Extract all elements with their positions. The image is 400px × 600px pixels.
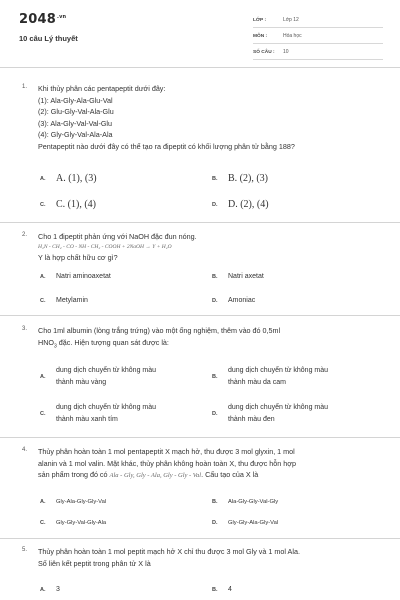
question-line: Cho 1 đipeptit phản ứng với NaOH đặc đun nóng. <box>38 232 197 241</box>
option-text: Gly-Gly-Ala-Gly-Val <box>228 520 279 526</box>
question-line: Thủy phân hoàn toàn 1 mol peptit mạch hở X chỉ thu được 3 mol Gly và 1 mol Ala. <box>38 547 300 556</box>
option-letter: B. <box>212 374 218 380</box>
question-line: Thủy phân hoàn toàn 1 mol pentapeptit X mạch hở, thu được 3 mol glyxin, 1 mol <box>38 447 295 456</box>
question-line: (1): Ala-Gly-Ala-Glu-Val <box>38 95 113 105</box>
option-text-line: dung dịch chuyển từ không màu <box>56 367 157 374</box>
question-number: 3. <box>22 326 28 332</box>
question-separator <box>0 222 400 223</box>
question-line: Số liên kết peptit trong phân tử X là <box>38 558 151 568</box>
option-text-line: dung dịch chuyển từ không màu <box>228 367 329 374</box>
option-letter: C. <box>40 411 46 417</box>
option-c[interactable] <box>40 520 106 526</box>
header-divider <box>0 67 400 68</box>
question-line: (2): Glu-Gly-Val-Ala-Glu <box>38 107 114 116</box>
option-text: Natri axetat <box>228 273 264 280</box>
option-letter: A. <box>40 499 46 505</box>
question-text-part: . Cấu tạo của X là <box>201 470 259 479</box>
question-separator <box>0 437 400 438</box>
option-b[interactable] <box>212 586 232 593</box>
option-b[interactable] <box>212 273 264 280</box>
question-line: (3): Ala-Gly-Val-Val-Glu <box>38 118 113 128</box>
question-line <box>38 469 380 482</box>
question-text <box>38 83 380 152</box>
reaction-formula: H₂N - CH₂ - CO - NH - CH₂ - COOH + 2NaOH → Y + H₂O <box>38 243 172 250</box>
question-line: Y là hợp chất hữu cơ gì? <box>38 252 118 262</box>
option-a[interactable] <box>40 499 106 505</box>
meta-row-class <box>253 13 383 28</box>
option-text-line: thành màu da cam <box>228 378 286 386</box>
option-letter: D. <box>212 297 218 304</box>
option-letter: A. <box>40 374 46 380</box>
quiz-title: 10 câu Lý thuyết <box>19 34 78 43</box>
option-b[interactable] <box>212 365 328 388</box>
option-text-line: thành màu vàng <box>56 378 107 386</box>
formula-text: HNO <box>38 337 54 347</box>
option-b[interactable] <box>212 173 268 184</box>
option-letter: D. <box>212 520 218 526</box>
question-line: (4): Gly-Gly-Val-Ala-Ala <box>38 130 113 139</box>
option-text: 3 <box>56 586 60 593</box>
option-text: Gly-Gly-Val-Gly-Ala <box>56 520 107 526</box>
option-a[interactable] <box>40 273 111 280</box>
meta-label: LỚP : <box>253 17 267 23</box>
option-text-line: thành màu xanh tím <box>56 415 118 423</box>
meta-row-count <box>253 45 383 60</box>
meta-label: MÔN : <box>253 33 268 39</box>
option-letter: C. <box>40 297 46 304</box>
option-c[interactable] <box>40 199 96 210</box>
option-a[interactable] <box>40 586 60 593</box>
logo-suffix: .vn <box>56 13 67 20</box>
question-text-part: đặc. Hiện tượng quan sát được là: <box>56 337 169 347</box>
option-text: C. (1), (4) <box>56 199 96 210</box>
option-d[interactable] <box>212 297 255 304</box>
option-d[interactable] <box>212 402 328 425</box>
meta-label: SỐ CÂU : <box>253 49 275 55</box>
option-letter: A. <box>40 273 46 280</box>
option-text-line: dung dịch chuyển từ không màu <box>56 404 157 411</box>
question-text <box>38 325 380 352</box>
option-b[interactable] <box>212 499 278 505</box>
question-line: alanin và 1 mol valin. Mặt khác, thủy phân không hoàn toàn X, thu được hỗn hợp <box>38 458 296 468</box>
question-number: 1. <box>22 84 28 90</box>
question-line: Pentapeptit nào dưới đây có thể tạo ra đipeptit có khối lượng phân tử bằng 188? <box>38 141 295 151</box>
option-letter: C. <box>40 520 46 526</box>
option-a[interactable] <box>40 173 97 184</box>
option-c[interactable] <box>40 297 88 304</box>
option-text: Metylamin <box>56 297 88 304</box>
option-text: D. (2), (4) <box>228 199 269 210</box>
question-number: 5. <box>22 547 28 553</box>
question-line: Khi thủy phân các pentapeptit dưới đây: <box>38 84 166 93</box>
logo-text: 2048 <box>19 12 56 27</box>
question-separator <box>0 538 400 539</box>
option-text: Natri aminoaxetat <box>56 273 111 280</box>
option-letter: A. <box>40 586 46 593</box>
question-line <box>38 337 380 353</box>
option-text: Amoniac <box>228 297 256 304</box>
option-text: Ala-Gly-Gly-Val-Gly <box>228 499 279 505</box>
option-text: 4 <box>228 586 232 593</box>
option-text-line: dung dịch chuyển từ không màu <box>228 404 329 411</box>
option-a[interactable] <box>40 365 156 388</box>
question-text-part: sản phẩm trong đó có <box>38 470 110 479</box>
option-letter: B. <box>212 273 218 280</box>
meta-row-subject <box>253 29 383 44</box>
option-letter: C. <box>40 201 46 208</box>
option-letter: B. <box>212 586 218 593</box>
meta-value: Lớp 12 <box>283 17 299 23</box>
option-letter: B. <box>212 499 218 505</box>
question-text <box>38 231 380 263</box>
option-text: B. (2), (3) <box>228 173 268 184</box>
quiz-meta <box>253 13 383 61</box>
site-logo[interactable] <box>19 12 66 27</box>
question-text <box>38 546 380 569</box>
option-letter: A. <box>40 175 46 182</box>
option-c[interactable] <box>40 402 156 425</box>
option-text: Gly-Ala-Gly-Gly-Val <box>56 499 107 505</box>
question-separator <box>0 315 400 316</box>
option-letter: B. <box>212 175 218 182</box>
peptide-formula: Ala - Gly, Gly - Ala, Gly - Gly - Val <box>109 472 202 479</box>
option-letter: D. <box>212 411 218 417</box>
option-text: A. (1), (3) <box>56 173 97 184</box>
question-number: 2. <box>22 232 28 238</box>
question-line: Cho 1ml albumin (lòng trắng trứng) vào một ống nghiệm, thêm vào đó 0,5ml <box>38 326 281 335</box>
question-number: 4. <box>22 447 28 453</box>
meta-value: 10 <box>283 49 289 55</box>
page-header <box>0 0 400 66</box>
question-text <box>38 446 380 482</box>
formula-subscript: 3 <box>53 342 57 349</box>
option-letter: D. <box>212 201 218 208</box>
option-text-line: thành màu đen <box>228 415 275 423</box>
option-d[interactable] <box>212 520 278 526</box>
option-d[interactable] <box>212 199 269 210</box>
meta-value: Hóa học <box>283 33 302 39</box>
